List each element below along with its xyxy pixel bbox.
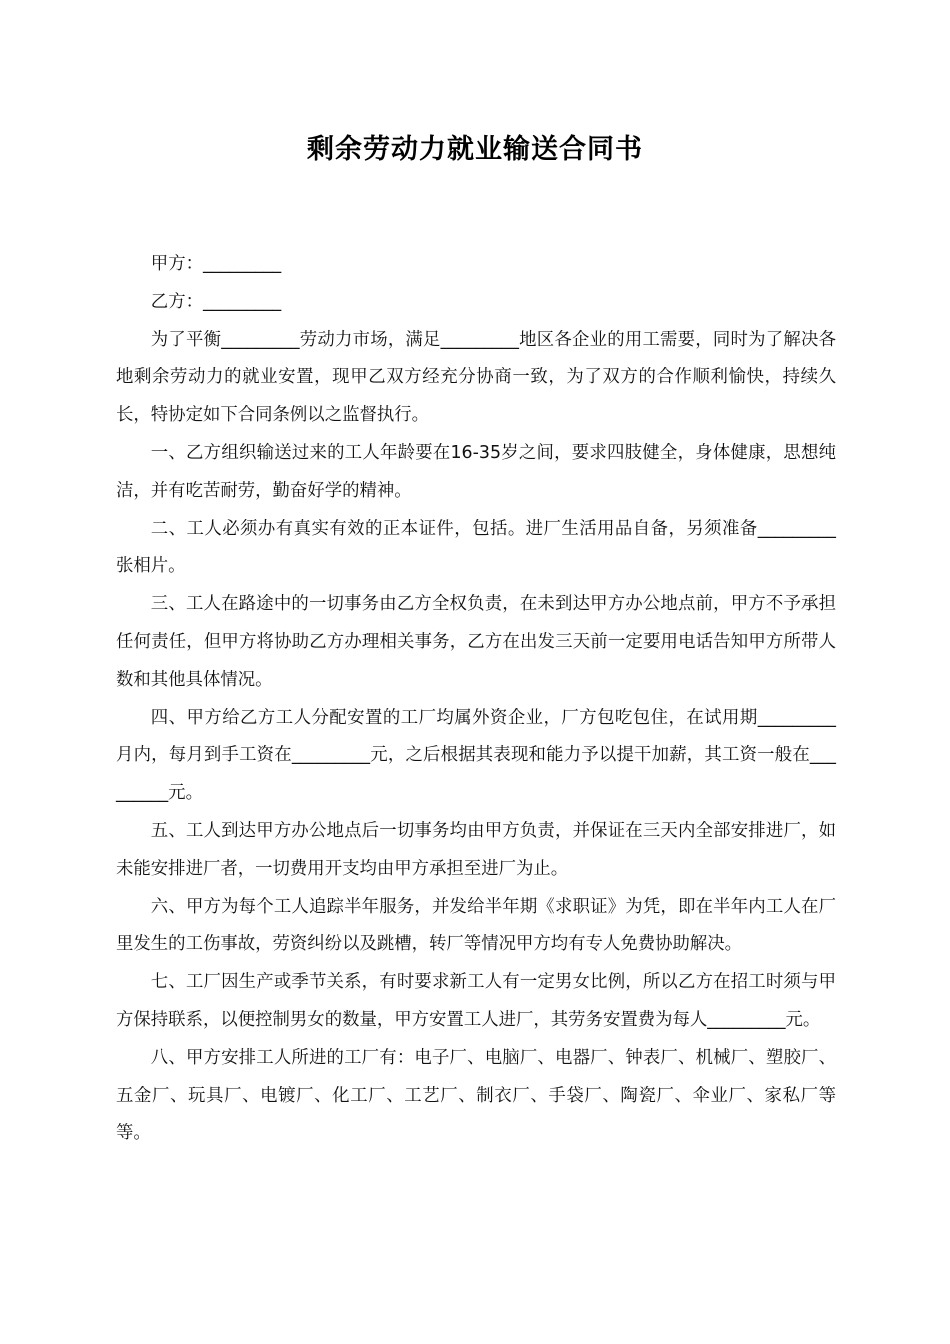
preamble-paragraph: 为了平衡_________劳动力市场，满足_________地区各企业的用工需要，同时为了解决各地剩余劳动力的就业安置，现甲乙双方经充分协商一致，为了双方的合作顺利愉快，持续久长，特协定如下合同条例以之监督执行。 — [116, 329, 836, 426]
clause-6: 六、甲方为每个工人追踪半年服务，并发给半年期《求职证》为凭，即在半年内工人在厂里发生的工伤事故，劳资纠纷以及跳槽，转厂等情况甲方均有专人免费协助解决。 — [116, 896, 836, 955]
document-title: 剩余劳动力就业输送合同书 — [307, 134, 643, 165]
party-a-line: 甲方：_________ — [150, 254, 282, 274]
clause-3: 三、工人在路途中的一切事务由乙方全权负责，在未到达甲方办公地点前，甲方不予承担任何责任，但甲方将协助乙方办理相关事务，乙方在出发三天前一定要用电话告知甲方所带人数和其他具体情况。 — [116, 594, 836, 690]
clause-7: 七、工厂因生产或季节关系，有时要求新工人有一定男女比例，所以乙方在招工时须与甲方保持联系，以便控制男女的数量，甲方安置工人进厂，其劳务安置费为每人_________元。 — [116, 972, 836, 1030]
clause-1: 一、乙方组织输送过来的工人年龄要在16-35岁之间，要求四肢健全，身体健康，思想纯洁，并有吃苦耐劳，勤奋好学的精神。 — [116, 442, 836, 501]
clause-8: 八、甲方安排工人所进的工厂有：电子厂、电脑厂、电器厂、钟表厂、机械厂、塑胶厂、五金厂、玩具厂、电镀厂、化工厂、工艺厂、制衣厂、手袋厂、陶瓷厂、伞业厂、家私厂等等。 — [116, 1047, 836, 1144]
clause-4: 四、甲方给乙方工人分配安置的工厂均属外资企业，厂方包吃包住，在试用期_________月内，每月到手工资在_________元，之后根据其表现和能力予以提干加薪，其工资一般在_________元。 — [116, 707, 836, 804]
clause-5: 五、工人到达甲方办公地点后一切事务均由甲方负责，并保证在三天内全部安排进厂，如未能安排进厂者，一切费用开支均由甲方承担至进厂为止。 — [116, 820, 836, 879]
clause-2: 二、工人必须办有真实有效的正本证件，包括。进厂生活用品自备，另须准备_________张相片。 — [116, 518, 836, 577]
party-b-line: 乙方：_________ — [150, 291, 282, 312]
contract-body — [116, 246, 836, 1153]
